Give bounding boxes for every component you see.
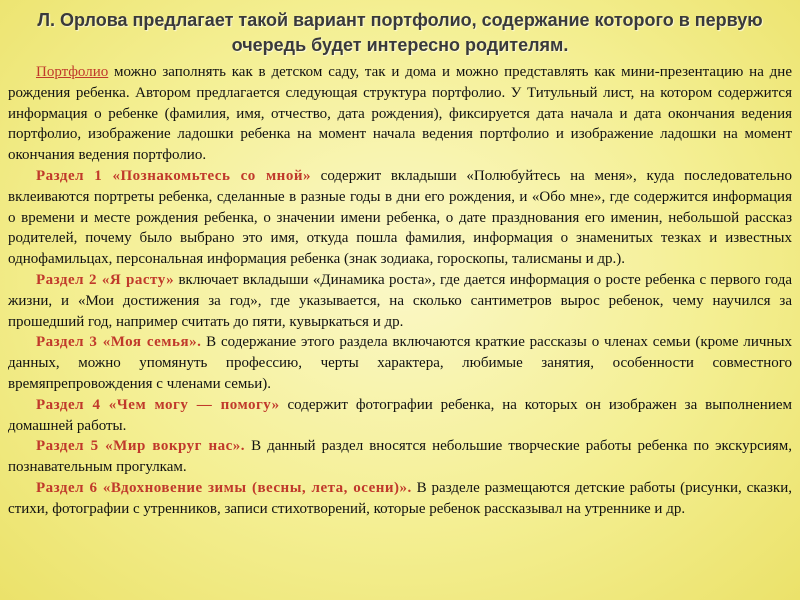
section-2-heading: Раздел 2 «Я расту» — [36, 271, 175, 288]
section-1-paragraph — [8, 166, 792, 270]
intro-paragraph — [8, 62, 792, 166]
section-3-text: В содержание этого раздела включаются краткие рассказы о членах семьи (кроме личных данных, можно упомянуть профессию, черты характера, любимые занятия, особенности совместного времяпрепровождения с членами семьи). — [8, 334, 792, 392]
section-4-paragraph — [8, 395, 792, 437]
section-6-heading: Раздел 6 «Вдохновение зимы (весны, лета, осени)». — [36, 479, 412, 496]
slide-title: Л. Орлова предлагает такой вариант портфолио, содержание которого в первую очередь будет интересно родителям. — [37, 10, 763, 55]
section-3-paragraph — [8, 332, 792, 394]
intro-text: можно заполнять как в детском саду, так и дома и можно представлять как мини-презентацию на дне рождения ребенка. Автором предлагается следующая структура портфолио. У Титульный лист, на котором содержится информация о ребенке (фамилия, имя, отчество, дата рождения), фиксируется дата начала и дата окончания ведения портфолио, изображение ладошки ребенка на момент начала ведения портфолио и изображение ладошки на момент окончания ведения портфолио. — [8, 64, 792, 164]
section-4-text: содержит фотографии ребенка, на которых он изображен за выполнением домашней работы. — [8, 396, 792, 434]
section-2-text: включает вкладыши «Динамика роста», где дается информация о росте ребенка с первого года жизни, и «Мои достижения за год», где указывается, на сколько сантиметров вырос ребенок, чему научился за прошедший год, например считать до пяти, кувыркаться и др. — [8, 271, 792, 330]
section-3-heading: Раздел 3 «Моя семья». — [36, 334, 202, 351]
section-5-heading: Раздел 5 «Мир вокруг нас». — [36, 438, 246, 455]
section-5-text: В данный раздел вносятся небольшие творческие работы ребенка по экскурсиям, познавательным прогулкам. — [8, 438, 792, 476]
section-4-heading: Раздел 4 «Чем могу — помогу» — [36, 396, 280, 413]
section-2-paragraph — [8, 270, 792, 332]
portfolio-term: Портфолио — [36, 64, 109, 80]
slide — [8, 0, 792, 600]
section-5-paragraph — [8, 436, 792, 478]
section-6-text: В разделе размещаются детские работы (рисунки, сказки, стихи, фотографии с утренников, записи стихотворений, которые ребенок рассказывал на утреннике и др. — [8, 479, 792, 517]
section-1-text: содержит вкладыши «Полюбуйтесь на меня», куда последовательно вклеиваются портреты ребенка, сделанные в разные годы в дни его рождения, и «Обо мне», где содержится информация о времени и месте рождения ребенка, о значении имени ребенка, о дате празднования его именин, небольшой рассказ родителей, почему было выбрано это имя, откуда пошла фамилия, информация о знаменитых тезках и известных однофамильцах, персональная информация ребенка (знак зодиака, гороскопы, талисманы и др.). — [8, 167, 792, 268]
section-1-heading: Раздел 1 «Познакомьтесь со мной» — [36, 167, 311, 184]
section-6-paragraph — [8, 478, 792, 520]
